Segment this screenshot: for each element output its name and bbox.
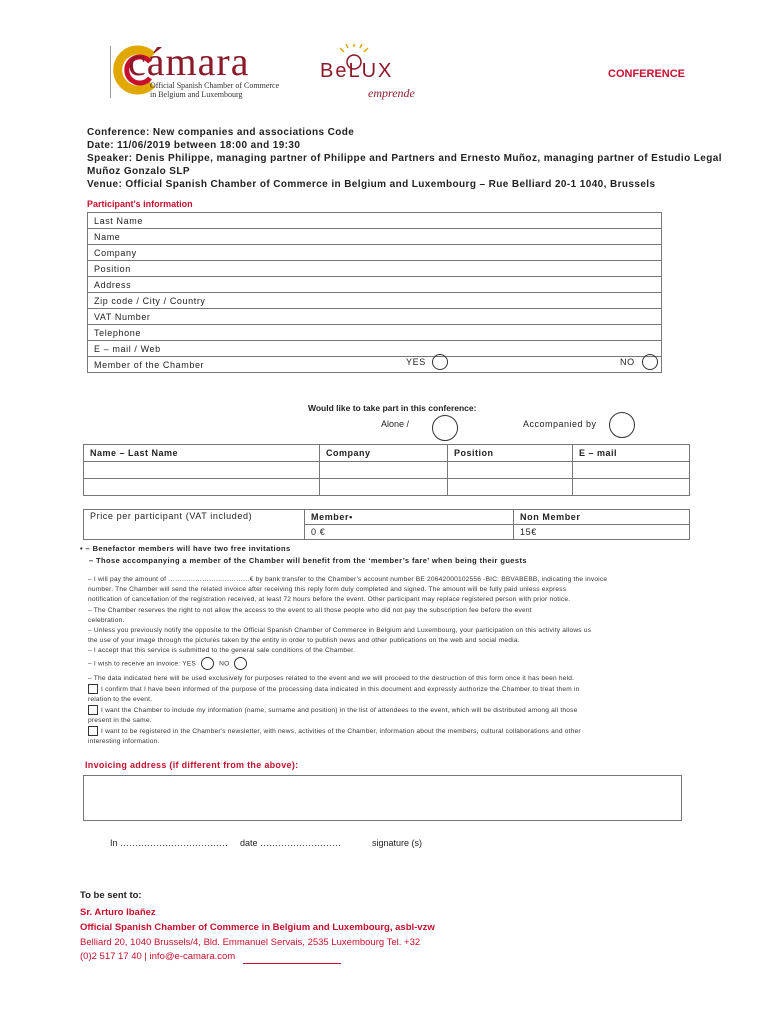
recipient-org: Official Spanish Chamber of Commerce in Belgium and Luxembourg, asbl-vzw [80,922,435,933]
invoicing-address-input[interactable] [83,775,682,821]
photo-line-2: the use of your image through the pictures taken by the entity in order to publish news and other publications on the web and social media. [88,637,520,645]
member-yes-radio[interactable] [432,354,448,370]
newsletter-checkbox[interactable] [88,726,98,736]
recipient-address: Belliard 20, 1040 Brussels/4, Bld. Emmanuel Servais, 2535 Luxembourg Tel. +32 [80,937,421,948]
attendee-list-text: I want the Chamber to include my information (name, surname and position) in the list of attendees to the event, which will be distributed among all those [101,706,578,714]
benefits-notes [80,543,527,567]
recipient-name: Sr. Arturo Ibañez [80,907,156,918]
invoice-no-radio[interactable] [234,657,247,670]
recipient-contact[interactable]: (0)2 517 17 40 | info@e-camara.com [80,951,236,962]
member-yes-label: YES [406,357,426,367]
payment-line-2: number. The Chamber will send the related invoice after receiving this reply form duly completed and signed. The amount will be fully paid unless express [88,586,567,594]
attendance-question: Would like to take part in this conference: [308,403,477,413]
accompanying-note: – Those accompanying a member of the Chamber will benefit from the ‘member’s fare’ when being their guests [89,556,527,565]
col-email: E – mail [573,445,690,462]
sent-to-label: To be sent to: [80,890,142,901]
belux-logo-word: BeLUX [320,60,394,82]
logo-divider [110,46,111,98]
participant-section-title: Participant's information [87,199,193,209]
logo-sub-line1: Official Spanish Chamber of Commerce [150,81,280,90]
payment-line-4: – The Chamber reserves the right to not allow the access to the event to all those people who did not pay the subscription fee before the event [88,606,532,614]
accompanied-label: Accompanied by [523,419,597,429]
camara-logo-subtitle [150,81,279,99]
accept-conditions: – I accept that this service is submitted to the general sale conditions of the Chamber. [88,647,356,655]
alone-radio[interactable] [432,415,458,441]
signature-field[interactable]: signature (s) [372,838,423,848]
conference-venue: Venue: Official Spanish Chamber of Commerce in Belgium and Luxembourg – Rue Belliard 20-1 1040, Brussels [87,179,656,190]
table-row [84,479,690,496]
conference-title: Conference: New companies and associations Code [87,127,355,138]
table-row [84,462,690,479]
terms-block [88,575,688,747]
invoice-yes-radio[interactable] [201,657,214,670]
cell-position[interactable] [448,462,573,479]
price-non-member-header: Non Member [514,510,690,525]
col-name: Name – Last Name [84,445,320,462]
data-usage-note: – The data indicated here will be used exclusively for purposes related to the event and we will proceed to the destruction of this form once it has been held. [88,674,575,682]
confirm-row [88,684,688,695]
signature-date[interactable]: date ……………………… [240,838,342,848]
attendees-table [83,444,690,496]
field-zip-city-country[interactable]: Zip code / City / Country [88,293,662,309]
field-position[interactable]: Position [88,261,662,277]
price-label: Price per participant (VAT included) [84,510,305,540]
conference-speaker: Speaker: Denis Philippe, managing partner of Philippe and Partners and Ernesto Muñoz, managing partner of Estudio Legal Muñoz Gonzalo SLP [87,153,722,177]
price-member-value: 0 € [305,525,514,540]
invoice-wish [88,657,688,670]
payment-line-1: – I will pay the amount of ………………………………€ by bank transfer to the Chamber’s account number BE 20642000102556 -BIC: BBVABEBB, indicating the invoice [88,576,608,583]
confirm-text-2: relation to the event. [88,695,153,703]
member-no-radio[interactable] [642,354,658,370]
accompanied-radio[interactable] [609,412,635,438]
signature-place[interactable]: In ……………………………… [110,838,229,848]
member-label: Member of the Chamber [94,359,205,370]
cell-position[interactable] [448,479,573,496]
col-company: Company [320,445,448,462]
attendee-list-row [88,705,688,716]
camara-logo-word: cámara [128,39,250,84]
payment-line-5: celebration. [88,616,125,624]
cell-email[interactable] [573,462,690,479]
alone-label: Alone / [381,419,410,429]
newsletter-row [88,726,688,737]
cell-name[interactable] [84,462,320,479]
price-member-header: Member• [305,510,514,525]
attendee-list-checkbox[interactable] [88,705,98,715]
member-no-label: NO [620,357,635,367]
conference-date: Date: 11/06/2019 between 18:00 and 19:30 [87,140,301,151]
field-telephone[interactable]: Telephone [88,325,662,341]
logo-sub-line2: in Belgium and Luxembourg [150,90,243,99]
cell-email[interactable] [573,479,690,496]
field-last-name[interactable]: Last Name [88,213,662,229]
newsletter-text-2: interesting information. [88,738,160,746]
payment-line-3: notification of cancellation of the registration received, at least 72 hours before the event. Other participant may replace registered person with prior notice. [88,596,571,604]
price-table [83,509,690,540]
document-type: CONFERENCE [608,68,686,80]
newsletter-text: I want to be registered in the Chamber's newsletter, with news, activities of the Chamber, information about the members, cultural collaborations and other [101,727,581,735]
invoice-yes-label: – I wish to receive an invoice: YES [88,659,197,667]
belux-logo-subtitle: emprende [368,86,415,100]
participant-info-table [87,212,662,373]
field-email-web[interactable]: E – mail / Web [88,341,662,357]
cell-name[interactable] [84,479,320,496]
invoicing-title: Invoicing address (if different from the above): [85,760,299,770]
attendee-list-text-2: present in the same. [88,716,152,724]
confirm-checkbox[interactable] [88,684,98,694]
invoice-no-label: NO [219,659,230,667]
photo-line-1: – Unless you previously notify the opposite to the Official Spanish Chamber of Commerce in Belgium and Luxembourg, your participation on this activity allows us [88,627,592,635]
cell-company[interactable] [320,479,448,496]
cell-company[interactable] [320,462,448,479]
field-member-of-chamber [88,357,662,373]
price-non-member-value: 15€ [514,525,690,540]
col-position: Position [448,445,573,462]
conference-details [87,126,727,191]
field-vat[interactable]: VAT Number [88,309,662,325]
field-name[interactable]: Name [88,229,662,245]
field-address[interactable]: Address [88,277,662,293]
benefactor-note: • – Benefactor members will have two free invitations [80,544,291,553]
field-company[interactable]: Company [88,245,662,261]
contact-underline [243,963,341,964]
confirm-text: I confirm that I have been informed of the purpose of the processing data indicated in this document and expressly authorize the Chamber to treat them in [101,685,580,693]
